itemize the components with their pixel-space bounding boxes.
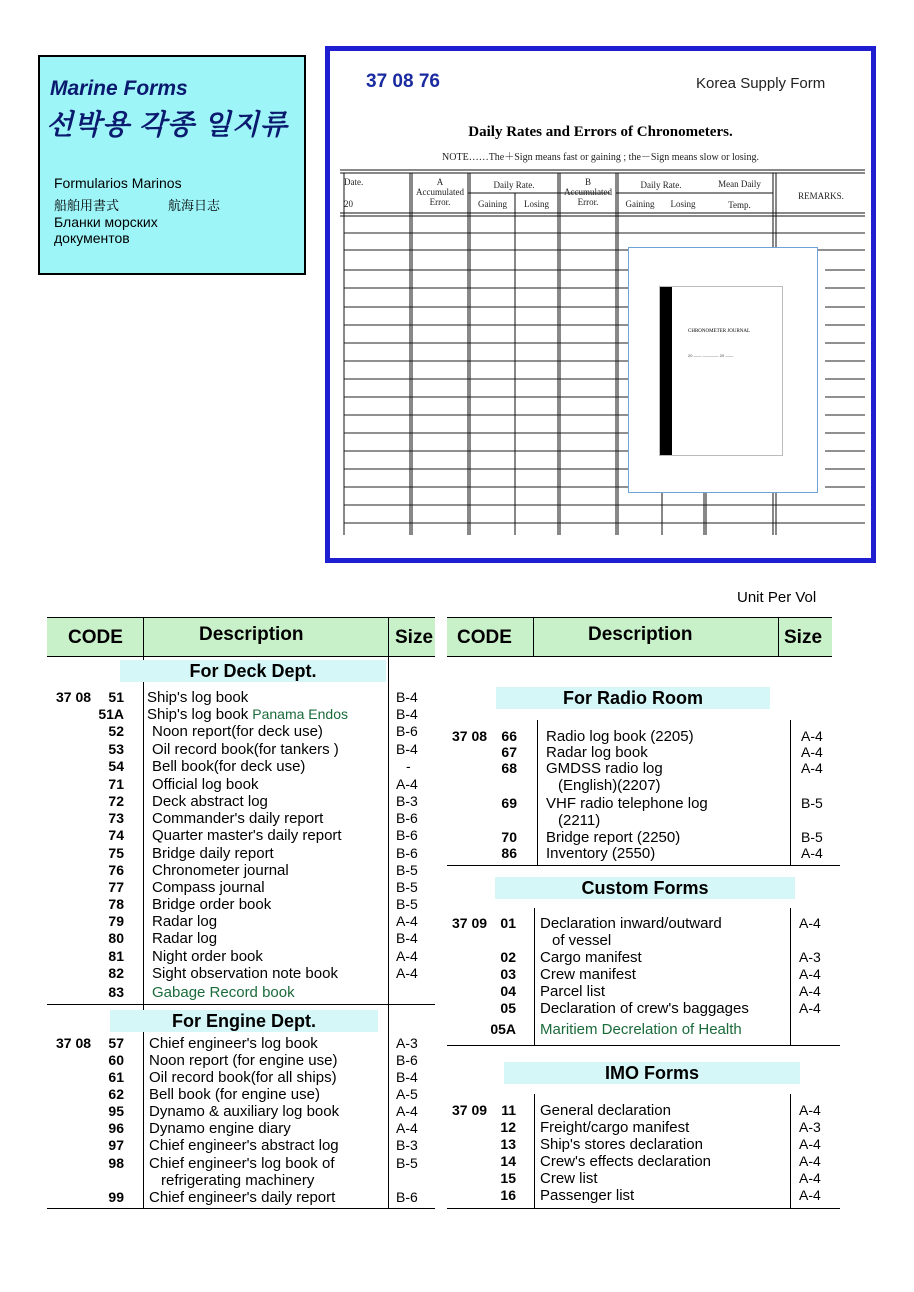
product-size: A-4 [396, 776, 418, 792]
col-losing-2: Losing [670, 199, 696, 209]
product-size: A-4 [801, 760, 823, 776]
product-code: 62 [108, 1086, 124, 1102]
product-row [0, 845, 914, 862]
product-code: 82 [108, 965, 124, 981]
title-chinese-1: 船舶用書式 [54, 198, 120, 213]
product-size: A-4 [799, 1102, 821, 1118]
product-code: 78 [108, 896, 124, 912]
product-size: B-6 [396, 810, 418, 826]
product-code: 01 [500, 915, 516, 931]
product-code: 54 [108, 758, 124, 774]
product-description-text: GMDSS radio log [546, 760, 663, 777]
product-row [0, 1052, 914, 1069]
product-size: A-4 [799, 1170, 821, 1186]
product-description-text: Crew manifest [540, 966, 636, 983]
product-description [546, 829, 680, 846]
product-code: 51A [98, 706, 124, 722]
product-description [540, 1187, 634, 1204]
product-code: 02 [500, 949, 516, 965]
title-russian: Бланки морских документов [54, 214, 158, 246]
col-b-text: Accumulated [564, 187, 612, 197]
product-code: 74 [108, 827, 124, 843]
product-code: 15 [500, 1170, 516, 1186]
product-description [147, 689, 248, 706]
product-code: 73 [108, 810, 124, 826]
product-code: 68 [501, 760, 517, 776]
col-remarks: REMARKS. [798, 191, 844, 201]
right-header-code: CODE [457, 627, 512, 648]
journal-cover-line: 20 —— ———— 20 —— [688, 353, 734, 358]
col-a-text: Accumulated [416, 187, 464, 197]
product-size: B-6 [396, 1189, 418, 1205]
product-size: - [406, 758, 411, 774]
product-description-text: Chief engineer's abstract log [149, 1137, 339, 1154]
product-description [540, 915, 722, 932]
product-size: A-3 [799, 1119, 821, 1135]
product-code: 95 [108, 1103, 124, 1119]
product-row [0, 1086, 914, 1103]
product-size: B-4 [396, 741, 418, 757]
code-prefix: 37 08 [452, 728, 488, 744]
product-code: 77 [108, 879, 124, 895]
product-code: 52 [108, 723, 124, 739]
product-description-text: Quarter master's daily report [152, 827, 342, 844]
product-size: B-5 [396, 879, 418, 895]
product-description [152, 879, 265, 896]
section-custom: Custom Forms [495, 877, 795, 899]
product-description-extra: Panama Endos [252, 706, 348, 722]
product-code: 11 [501, 1102, 516, 1118]
product-size: B-4 [396, 706, 418, 722]
title-chinese-2: 航海日志 [168, 198, 221, 213]
product-description-text: Parcel list [540, 983, 606, 1000]
product-description-text: Bell book(for deck use) [152, 758, 306, 775]
product-size: A-4 [801, 845, 823, 861]
product-size: A-4 [799, 1153, 821, 1169]
col-mean-daily: Mean Daily [718, 179, 761, 189]
product-size: B-5 [396, 862, 418, 878]
product-row [0, 1119, 914, 1136]
product-description [152, 862, 289, 879]
product-size: A-4 [396, 965, 418, 981]
product-size: A-4 [799, 915, 821, 931]
product-code: 61 [108, 1069, 124, 1085]
product-code: 72 [108, 793, 124, 809]
product-description-text: Chief engineer's daily report [149, 1189, 336, 1206]
product-row [0, 1136, 914, 1153]
product-size: B-6 [396, 723, 418, 739]
sample-form-heading: Daily Rates and Errors of Chronometers. [468, 124, 733, 140]
col-gaining-1: Gaining [478, 199, 507, 209]
product-description-continued: of vessel [552, 932, 612, 949]
product-description-text: Sight observation note book [152, 965, 338, 982]
product-description-text: Ship's log book [147, 706, 249, 723]
product-description [540, 1119, 689, 1136]
product-code: 96 [108, 1120, 124, 1136]
product-description-text: Commander's daily report [152, 810, 324, 827]
product-size: A-4 [396, 948, 418, 964]
sample-form-code: 37 08 76 [366, 71, 440, 92]
product-description-text: Dynamo engine diary [149, 1120, 291, 1137]
product-description-text: Deck abstract log [152, 793, 268, 810]
product-row [0, 949, 914, 966]
product-row [0, 879, 914, 896]
product-size: B-4 [396, 689, 418, 705]
product-description-continued: refrigerating machinery [161, 1172, 315, 1189]
col-rate-2: Daily Rate. [640, 180, 682, 190]
product-description [540, 983, 605, 1000]
product-size: A-4 [799, 1187, 821, 1203]
product-description-text: Ship's log book [147, 689, 249, 706]
left-header-size: Size [395, 627, 434, 648]
product-description [540, 1021, 742, 1038]
product-description [546, 744, 648, 761]
product-code: 14 [500, 1153, 516, 1169]
product-code: 81 [108, 948, 124, 964]
product-code: 99 [108, 1189, 124, 1205]
product-code: 05 [500, 1000, 516, 1016]
product-description [540, 1170, 598, 1187]
product-description [546, 728, 694, 745]
product-description [540, 1102, 671, 1119]
product-description-text: VHF radio telephone log [546, 795, 708, 812]
product-description-text: Gabage Record book [152, 984, 295, 1001]
product-description-text: Crew's effects declaration [540, 1153, 711, 1170]
product-size: B-5 [801, 795, 823, 811]
product-description [540, 949, 642, 966]
product-description-text: Crew list [540, 1170, 598, 1187]
product-description [540, 1153, 711, 1170]
section-radio: For Radio Room [496, 687, 770, 709]
product-row [0, 1021, 914, 1038]
col-a-error: Error. [429, 197, 451, 207]
code-prefix: 37 08 [56, 689, 92, 705]
product-row [0, 930, 914, 947]
product-size: B-6 [396, 845, 418, 861]
product-row [0, 1170, 914, 1187]
product-description-text: Noon report(for deck use) [152, 723, 323, 740]
product-description-text: Compass journal [152, 879, 265, 896]
product-code: 80 [108, 930, 124, 946]
title-english: Marine Forms [50, 77, 188, 100]
product-description [540, 1000, 749, 1017]
product-description-continued: (English)(2207) [558, 777, 661, 794]
product-size: A-5 [396, 1086, 418, 1102]
col-temp: Temp. [728, 200, 751, 210]
product-code: 66 [501, 728, 517, 744]
product-description-text: Bridge report (2250) [546, 829, 681, 846]
product-description-text: Maritiem Decrelation of Health [540, 1021, 742, 1038]
product-size: A-4 [799, 1136, 821, 1152]
product-size: A-4 [799, 983, 821, 999]
product-description-text: Freight/cargo manifest [540, 1119, 690, 1136]
product-row [0, 829, 914, 846]
product-description-text: Bell book (for engine use) [149, 1086, 320, 1103]
right-header-size: Size [784, 627, 823, 648]
product-description-text: Oil record book(for tankers ) [152, 741, 339, 758]
product-description-text: Radar log [152, 930, 218, 947]
product-code: 53 [108, 741, 124, 757]
code-prefix: 37 08 [56, 1035, 92, 1051]
product-description-text: Chronometer journal [152, 862, 289, 879]
product-code: 86 [501, 845, 517, 861]
product-row [0, 896, 914, 913]
product-description-text: Bridge order book [152, 896, 272, 913]
product-description-text: General declaration [540, 1102, 671, 1119]
product-row [0, 1153, 914, 1170]
product-description-text: Ship's stores declaration [540, 1136, 703, 1153]
product-size: A-3 [799, 949, 821, 965]
product-description [546, 760, 663, 777]
product-size: B-5 [801, 829, 823, 845]
product-row [0, 776, 914, 793]
title-spanish: Formularios Marinos [54, 175, 182, 191]
product-size: A-4 [799, 966, 821, 982]
product-description-text: Chief engineer's log book [149, 1035, 318, 1052]
product-code: 71 [108, 776, 124, 792]
product-code: 67 [501, 744, 517, 760]
product-size: A-4 [801, 728, 823, 744]
product-size: A-4 [396, 913, 418, 929]
product-description [152, 776, 258, 793]
section-imo: IMO Forms [504, 1062, 800, 1084]
product-size: A-4 [396, 1103, 418, 1119]
product-size: A-4 [801, 744, 823, 760]
right-header-description: Description [588, 624, 693, 645]
product-row [0, 1000, 914, 1017]
product-code: 76 [108, 862, 124, 878]
product-description-continued: (2211) [558, 812, 601, 829]
product-description [540, 966, 636, 983]
section-engine: For Engine Dept. [110, 1010, 378, 1032]
product-description-text: Night order book [152, 948, 263, 965]
product-description-text: Declaration of crew's baggages [540, 1000, 749, 1017]
product-description [149, 1086, 320, 1103]
product-row [0, 1069, 914, 1086]
product-description-text: Cargo manifest [540, 949, 642, 966]
product-row [0, 810, 914, 827]
product-size: B-3 [396, 1137, 418, 1153]
col-b-letter: B [584, 177, 591, 187]
product-row [0, 1102, 914, 1119]
product-description-text: Radio log book (2205) [546, 728, 694, 745]
product-code: 04 [500, 983, 516, 999]
product-code: 83 [108, 984, 124, 1000]
product-description [152, 810, 323, 827]
product-code: 97 [108, 1137, 124, 1153]
product-description-text: Chief engineer's log book of [149, 1155, 335, 1172]
product-description [149, 1052, 337, 1069]
product-code: 69 [501, 795, 517, 811]
product-code: 75 [108, 845, 124, 861]
product-description-text: Passenger list [540, 1187, 635, 1204]
col-rate-1: Daily Rate. [493, 180, 535, 190]
product-size: B-4 [396, 930, 418, 946]
product-size: B-6 [396, 827, 418, 843]
product-size: B-6 [396, 1052, 418, 1068]
product-code: 70 [501, 829, 517, 845]
sample-form-note: NOTE……The＋Sign means fast or gaining ; the－Sign means slow or losing. [442, 152, 759, 163]
product-description [152, 930, 217, 947]
product-row [0, 966, 914, 983]
left-header-code: CODE [68, 627, 123, 648]
product-description [152, 896, 271, 913]
product-row [0, 1187, 914, 1204]
product-row [0, 706, 914, 723]
product-description-text: Dynamo & auxiliary log book [149, 1103, 340, 1120]
section-deck: For Deck Dept. [120, 660, 386, 682]
product-row [0, 728, 914, 745]
product-description-text: Oil record book(for all ships) [149, 1069, 337, 1086]
product-description-text: Official log book [152, 776, 259, 793]
product-code: 79 [108, 913, 124, 929]
product-description-text: Declaration inward/outward [540, 915, 722, 932]
product-description-text: Radar log [152, 913, 218, 930]
product-code: 16 [500, 1187, 516, 1203]
product-description-text: Bridge daily report [152, 845, 274, 862]
product-size: B-5 [396, 1155, 418, 1171]
left-header-description: Description [199, 624, 304, 645]
col-date: Date. [344, 177, 364, 187]
product-code: 98 [108, 1155, 124, 1171]
product-code: 57 [108, 1035, 124, 1051]
unit-per-vol-label: Unit Per Vol [737, 589, 817, 606]
product-code: 12 [500, 1119, 516, 1135]
product-code: 13 [500, 1136, 516, 1152]
sample-form-supplier: Korea Supply Form [696, 75, 826, 92]
product-code: 60 [108, 1052, 124, 1068]
code-prefix: 37 09 [452, 915, 488, 931]
product-size: B-4 [396, 1069, 418, 1085]
code-prefix: 37 09 [452, 1102, 488, 1118]
product-description [546, 845, 655, 862]
product-size: A-4 [799, 1000, 821, 1016]
title-korean: 선박용 각종 일지류 [46, 109, 288, 140]
product-size: B-3 [396, 793, 418, 809]
product-size: A-4 [396, 1120, 418, 1136]
product-row [0, 744, 914, 761]
col-b-error: Error. [577, 197, 599, 207]
col-a-letter: A [436, 177, 444, 187]
product-description [149, 1069, 337, 1086]
col-year: 20 [344, 199, 353, 209]
product-size: A-3 [396, 1035, 418, 1051]
product-description-text: Radar log book [546, 744, 648, 761]
product-code: 51 [108, 689, 124, 705]
product-row [0, 689, 914, 706]
product-code: 03 [500, 966, 516, 982]
col-gaining-2: Gaining [625, 199, 655, 209]
product-row [0, 983, 914, 1000]
product-code: 05A [490, 1021, 516, 1037]
product-description-text: Noon report (for engine use) [149, 1052, 338, 1069]
product-row [0, 862, 914, 879]
product-size: B-5 [396, 896, 418, 912]
product-description [546, 795, 708, 812]
product-description [540, 1136, 703, 1153]
product-description-text: Inventory (2550) [546, 845, 656, 862]
col-losing-1: Losing [523, 199, 549, 209]
product-description [147, 706, 348, 723]
journal-cover-title: CHRONOMETER JOURNAL [688, 329, 751, 334]
